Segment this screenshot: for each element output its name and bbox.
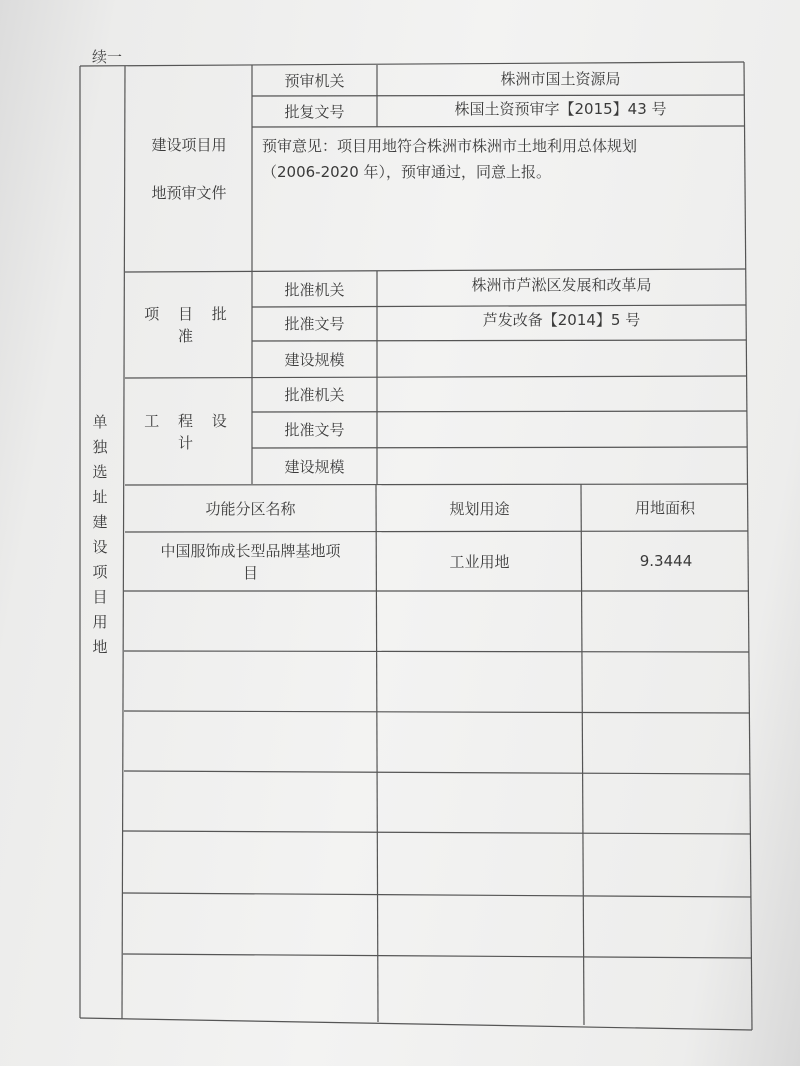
zone-name-line: 目 (242, 563, 258, 582)
vertical-char: 设 (92, 538, 108, 556)
vertical-char: 选 (92, 463, 108, 481)
vertical-char: 项 (92, 563, 108, 581)
project-approval-section-label: 项 目 批 准 (144, 305, 234, 345)
zone-table-header-use: 规划用途 (449, 499, 510, 518)
preapproval-authority-label: 预审机关 (284, 71, 345, 90)
engineering-design-authority-value (377, 377, 747, 411)
zone-table-header-area: 用地面积 (634, 498, 695, 517)
table-row-name (125, 532, 376, 591)
engineering-design-authority-label: 批准机关 (284, 386, 345, 404)
preapproval-authority-value: 株洲市国土资源局 (500, 70, 621, 88)
engineering-design-section-label: 工 程 设 计 (144, 411, 234, 452)
preapproval-section-label-line1: 建设项目用 (151, 136, 227, 154)
table-row-use: 工业用地 (449, 552, 510, 571)
preapproval-reply-no-label: 批复文号 (284, 102, 345, 121)
vertical-char: 独 (92, 438, 108, 456)
project-approval-doc-no-value: 芦发改备【2014】5 号 (482, 311, 641, 329)
vertical-char: 址 (92, 488, 108, 506)
project-approval-authority-label: 批准机关 (284, 280, 345, 299)
engineering-design-scale-value (377, 447, 747, 484)
project-approval-authority-value: 株洲市芦淞区发展和改革局 (471, 276, 652, 294)
opinion-line: （2006-2020 年），预审通过，同意上报。 (262, 163, 552, 181)
preapproval-section-label-line2: 地预审文件 (151, 184, 227, 202)
zone-table-header-name: 功能分区名称 (205, 499, 296, 518)
preapproval-reply-no-value: 株国土资预审字【2015】43 号 (454, 100, 667, 118)
vertical-char: 单 (92, 413, 108, 431)
table-row-area: 9.3444 (639, 552, 693, 570)
project-approval-doc-no-label: 批准文号 (284, 315, 345, 333)
vertical-title (82, 410, 118, 660)
zone-name-line: 中国服饰成长型品牌基地项 (160, 541, 341, 560)
vertical-char: 地 (92, 638, 108, 656)
preapproval-opinion (262, 133, 744, 185)
project-approval-scale-label: 建设规模 (284, 350, 345, 369)
engineering-design-scale-label: 建设规模 (284, 457, 345, 476)
vertical-char: 建 (92, 513, 108, 531)
engineering-design-doc-no-label: 批准文号 (284, 421, 345, 439)
project-approval-scale-value (377, 341, 746, 377)
continued-label: 续一 (92, 48, 123, 66)
vertical-char: 用 (92, 613, 108, 631)
vertical-char: 目 (92, 588, 108, 606)
opinion-line: 预审意见：项目用地符合株洲市株洲市土地利用总体规划 (262, 137, 638, 155)
engineering-design-doc-no-value (377, 411, 747, 447)
